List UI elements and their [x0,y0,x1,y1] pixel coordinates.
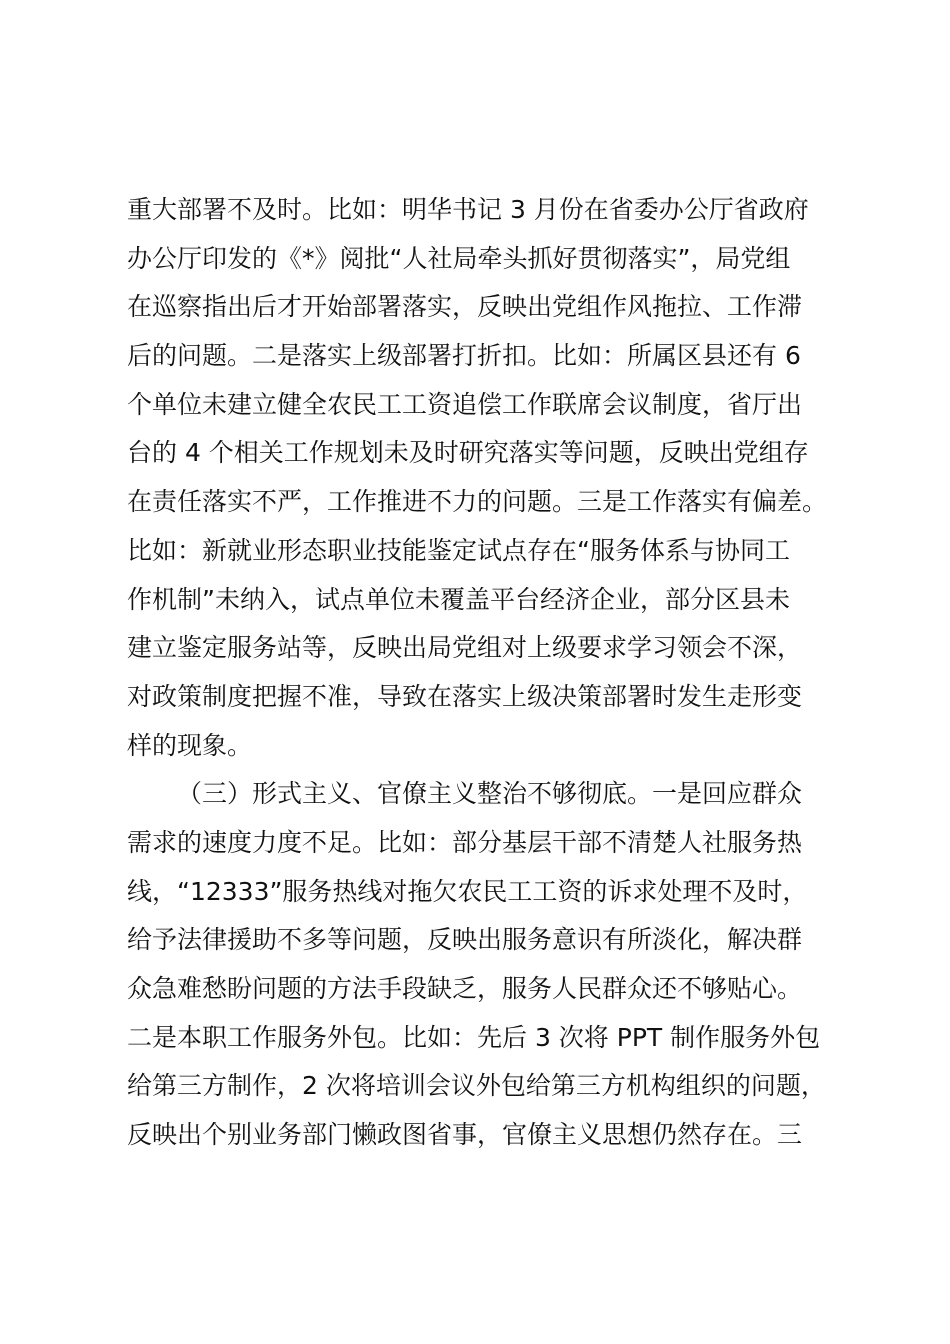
text-line: 建立鉴定服务站等，反映出局党组对上级要求学习领会不深， [127,633,803,663]
text-line: 样的现象。 [127,730,253,760]
text-line: 需求的速度力度不足。比如：部分基层干部不清楚人社服务热 [127,827,803,857]
text-line: 众急难愁盼问题的方法手段缺乏，服务人民群众还不够贴心。 [127,974,803,1003]
text-line: 对政策制度把握不准，导致在落实上级决策部署时发生走形变 [127,681,803,711]
body-text [127,186,862,1160]
text-line: 办公厅印发的《*》阅批“人社局牵头抓好贯彻落实”，局党组 [127,243,791,273]
text-line: 作机制”未纳入，试点单位未覆盖平台经济企业，部分区县未 [127,584,790,614]
text-line: 重大部署不及时。比如：明华书记 3 月份在省委办公厅省政府 [127,195,809,224]
text-line: 在责任落实不严，工作推进不力的问题。三是工作落实有偏差。 [127,487,828,517]
text-line: 在巡察指出后才开始部署落实，反映出党组作风拖拉、工作滞 [127,292,803,322]
section-heading-line: （三）形式主义、官僚主义整治不够彻底。一是回应群众 [177,779,803,809]
text-line: 二是本职工作服务外包。比如：先后 3 次将 PPT 制作服务外包 [127,1022,821,1052]
text-line: 个单位未建立健全农民工工资追偿工作联席会议制度，省厅出 [127,389,803,419]
text-line: 反映出个别业务部门懒政图省事，官僚主义思想仍然存在。三 [127,1120,803,1150]
text-line: 给第三方制作，2 次将培训会议外包给第三方机构组织的问题， [127,1071,826,1101]
text-line: 线，“12333”服务热线对拖欠农民工工资的诉求处理不及时， [127,876,808,906]
text-line: 比如：新就业形态职业技能鉴定试点存在“服务体系与协同工 [127,535,790,565]
text-line: 给予法律援助不多等问题，反映出服务意识有所淡化，解决群 [127,925,803,955]
text-line: 后的问题。二是落实上级部署打折扣。比如：所属区县还有 6 [127,341,801,371]
text-line: 台的 4 个相关工作规划未及时研究落实等问题，反映出党组存 [127,438,809,468]
